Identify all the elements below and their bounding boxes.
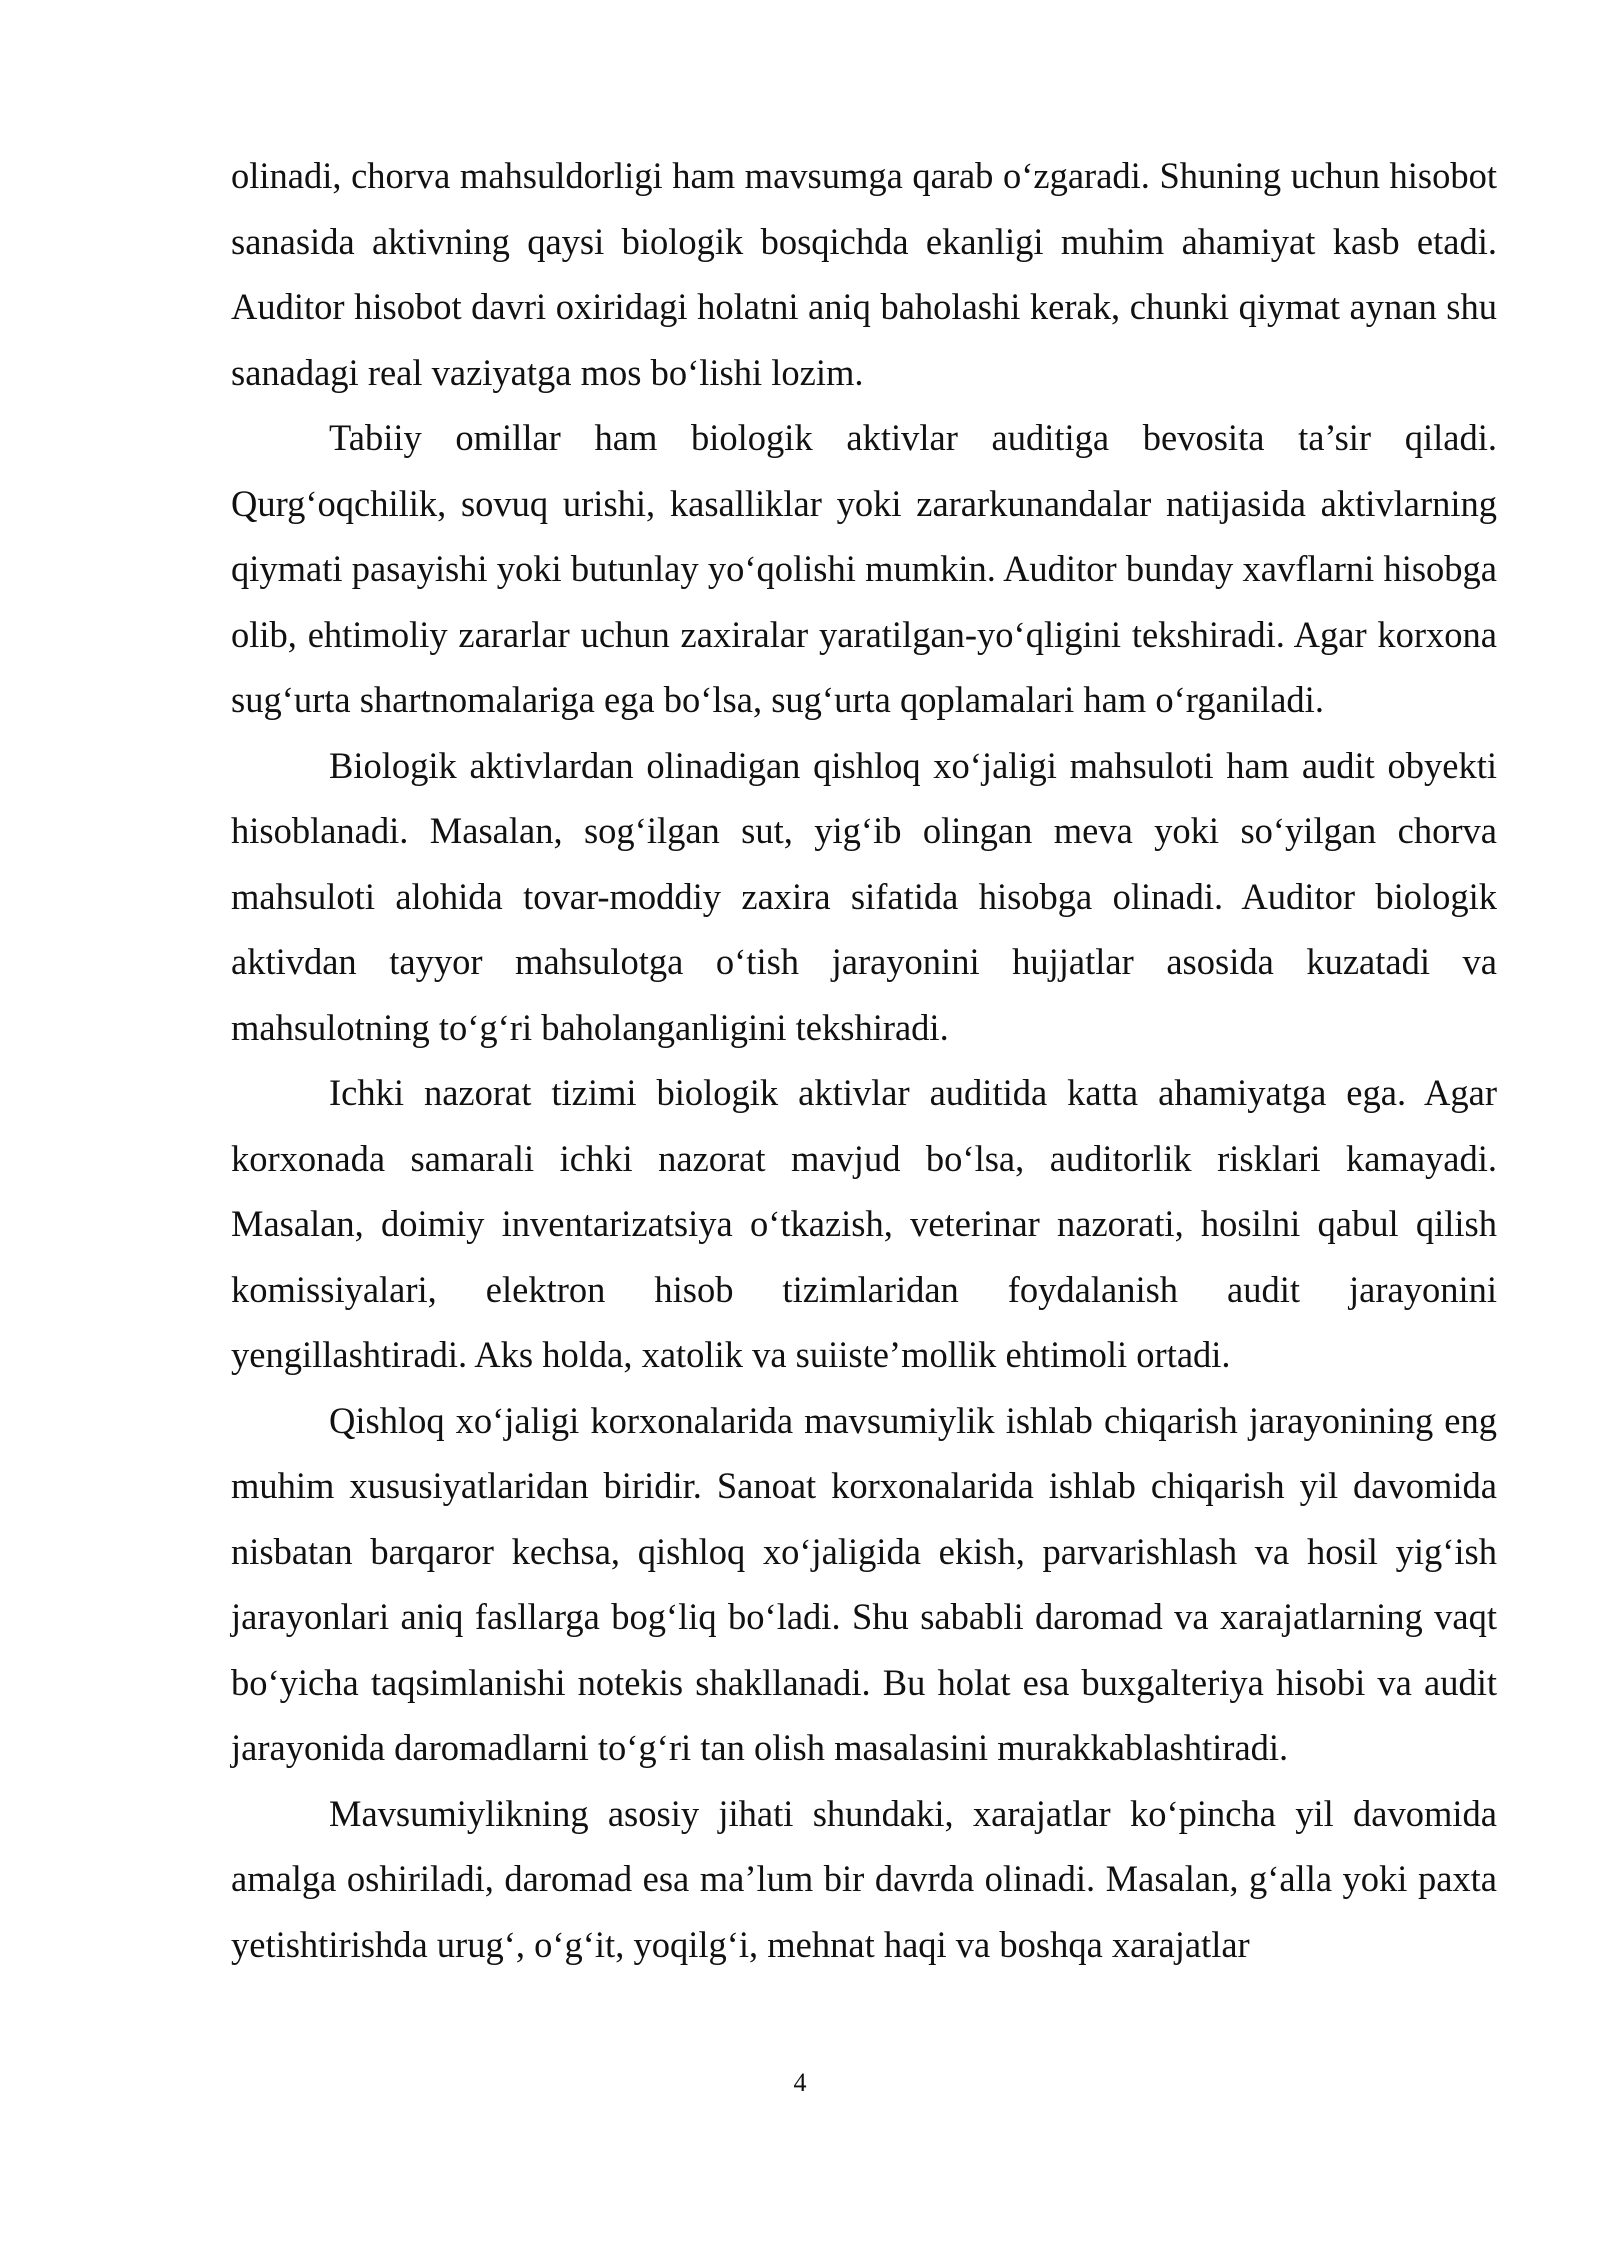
paragraph-seasonality: Qishloq xo‘jaligi korxonalarida mavsumiylik ishlab chiqarish jarayonining eng muhim xususiyatlaridan biridir. Sanoat korxonalarida ishlab chiqarish yil davomida nisbatan barqaror kechsa, qishloq xo‘jaligida ekish, parvarishlash va hosil yig‘ish jarayonlari aniq fasllarga bog‘liq bo‘ladi. Shu sababli daromad va xarajatlarning vaqt bo‘yicha taqsimlanishi notekis shakllanadi. Bu holat esa buxgalteriya hisobi va audit jarayonida daromadlarni to‘g‘ri tan olish masalasini murakkablashtiradi. (231, 1399, 1497, 1768)
document-page (231, 143, 1497, 1977)
paragraph-continuation: olinadi, chorva mahsuldorligi ham mavsumga qarab o‘zgaradi. Shuning uchun hisobot sanasida aktivning qaysi biologik bosqichda ekanligi muhim ahamiyat kasb etadi. Auditor hisobot davri oxiridagi holatni aniq baholashi kerak, chunki qiymat aynan shu sanadagi real vaziyatga mos bo‘lishi lozim. (231, 155, 1497, 393)
paragraph-natural-factors: Tabiiy omillar ham biologik aktivlar auditiga bevosita ta’sir qiladi. Qurg‘oqchilik, sovuq urishi, kasalliklar yoki zararkunandalar natijasida aktivlarning qiymati pasayishi yoki butunlay yo‘qolishi mumkin. Auditor bunday xavflarni hisobga olib, ehtimoliy zararlar uchun zaxiralar yaratilgan-yo‘qligini tekshiradi. Agar korxona sug‘urta shartnomalariga ega bo‘lsa, sug‘urta qoplamalari ham o‘rganiladi. (231, 417, 1497, 720)
paragraph-agricultural-products: Biologik aktivlardan olinadigan qishloq xo‘jaligi mahsuloti ham audit obyekti hisoblanadi. Masalan, sog‘ilgan sut, yig‘ib olingan meva yoki so‘yilgan chorva mahsuloti alohida tovar-moddiy zaxira sifatida hisobga olinadi. Auditor biologik aktivdan tayyor mahsulotga o‘tish jarayonini hujjatlar asosida kuzatadi va mahsulotning to‘g‘ri baholanganligini tekshiradi. (231, 744, 1497, 1048)
page-number: 4 (793, 2068, 807, 2097)
paragraph-internal-control: Ichki nazorat tizimi biologik aktivlar auditida katta ahamiyatga ega. Agar korxonada samarali ichki nazorat mavjud bo‘lsa, auditorlik risklari kamayadi. Masalan, doimiy inventarizatsiya o‘tkazish, veterinar nazorati, hosilni qabul qilish komissiyalari, elektron hisob tizimlaridan foydalanish audit jarayonini yengillashtiradi. Aks holda, xatolik va suiiste’mollik ehtimoli ortadi. (231, 1072, 1497, 1375)
paragraph-seasonality-aspect: Mavsumiylikning asosiy jihati shundaki, xarajatlar ko‘pincha yil davomida amalga oshiriladi, daromad esa ma’lum bir davrda olinadi. Masalan, g‘alla yoki paxta yetishtirishda urug‘, o‘g‘it, yoqilg‘i, mehnat haqi va boshqa xarajatlar (231, 1792, 1497, 1965)
